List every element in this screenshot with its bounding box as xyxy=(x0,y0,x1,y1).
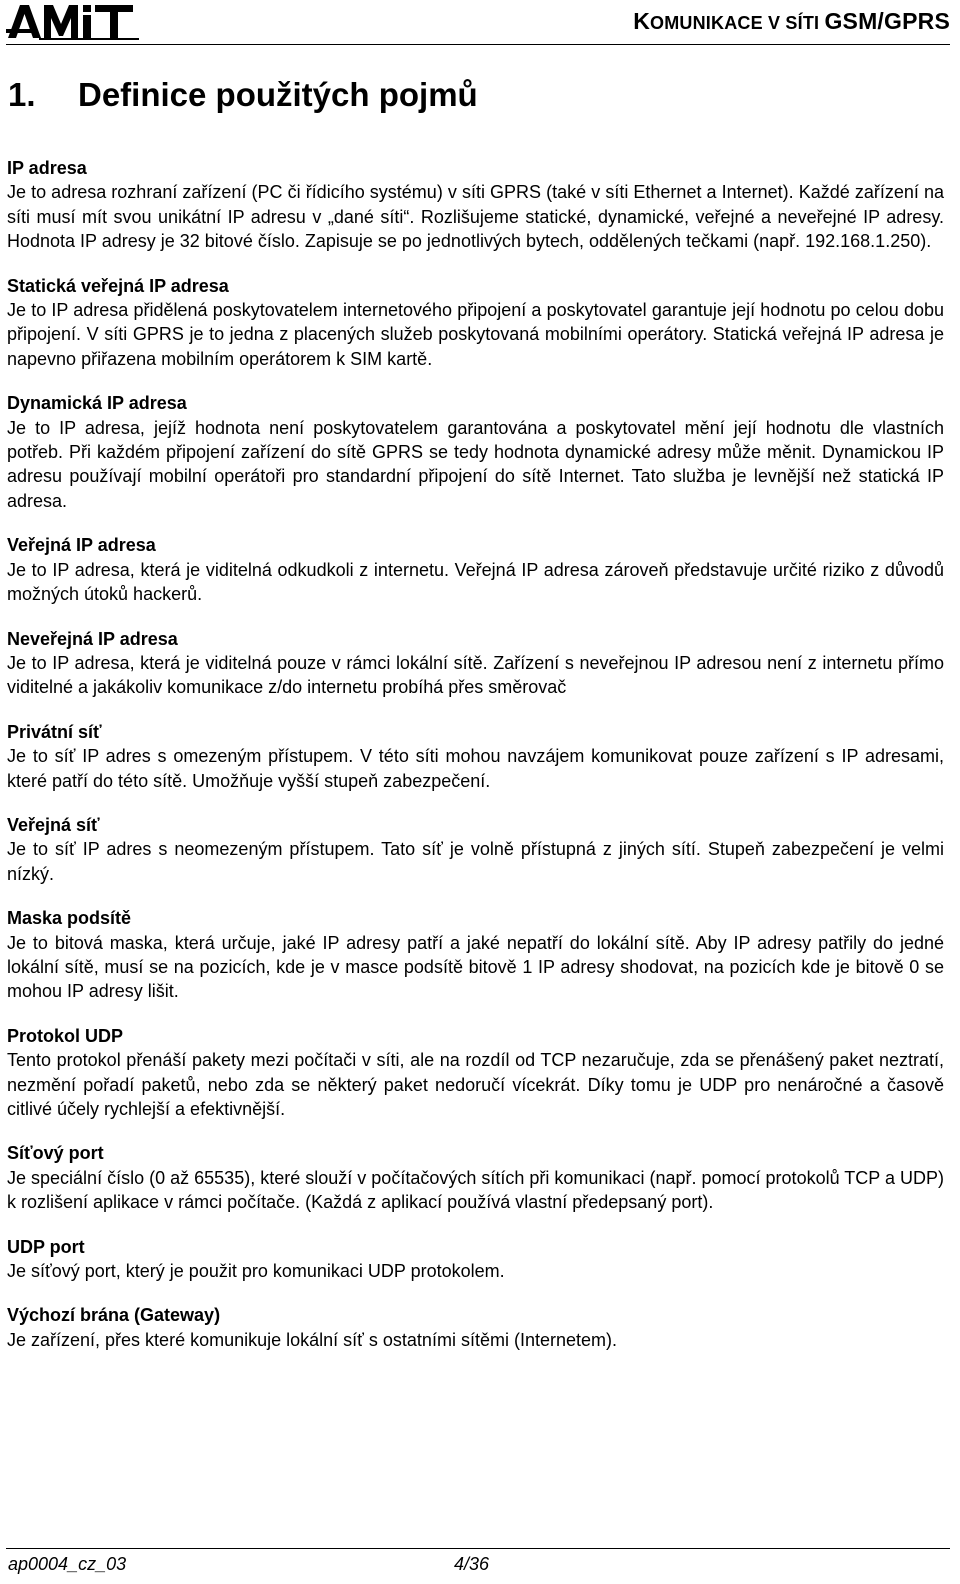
term-name: Maska podsítě xyxy=(7,908,132,929)
page-number: 4/36 xyxy=(454,1554,490,1574)
term-definition: Tento protokol přenáší pakety mezi počítači v síti, ale na rozdíl od TCP nezaručuje, zda se přenášený paket neztratí, nezmění pořadí paketů, nebo zda se některý paket nedoručí vícekrát. Díky tomu je UDP pro nenáročné a časově citlivé účely rychlejší a efektivnější. xyxy=(7,1050,944,1119)
term-definition: Je to IP adresa přidělená poskytovatelem internetového připojení a poskytovatel garantuje její hodnotu po celou dobu připojení. V síti GPRS je to jedna z placených služeb poskytovaná mobilními operátory. Statická veřejná IP adresa je napevno přiřazena mobilním operátorem k SIM kartě. xyxy=(7,300,944,369)
term-definition: Je to IP adresa, která je viditelná pouze v rámci lokální sítě. Zařízení s neveřejnou IP adresou není z internetu přímo viditelné a jakákoliv komunikace z/do internetu probíhá přes směrovač xyxy=(7,652,944,698)
term-name: Veřejná IP adresa xyxy=(7,535,156,556)
term-name: Privátní síť xyxy=(7,721,102,742)
term-definition: Je to IP adresa, která je viditelná odkudkoli z internetu. Veřejná IP adresa zároveň představuje určité riziko z důvodů možných útoků hackerů. xyxy=(7,559,944,605)
definition-item xyxy=(7,813,944,886)
definition-item xyxy=(7,906,944,1004)
term-definition: Je to síť IP adres s omezeným přístupem. V této síti mohou navzájem komunikovat pouze zařízení s IP adresami, které patří do této sítě. Umožňuje vyšší stupeň zabezpečení. xyxy=(7,746,944,791)
definition-item xyxy=(7,533,944,606)
definition-item xyxy=(7,391,944,513)
definition-item xyxy=(7,1141,944,1214)
document-id: ap0004_cz_03 xyxy=(8,1554,127,1574)
term-definition: Je to adresa rozhraní zařízení (PC či řídicího systému) v síti GPRS (také v síti Ethernet a Internet). Každé zařízení na síti musí mít svou unikátní IP adresu v „dané síti“. Rozlišujeme statické, dynamické, veřejné a neveřejné IP adresy. Hodnota IP adresy je 32 bitové číslo. Zapisuje se po jednotlivých bytech, oddělených tečkami (např. 192.168.1.250). xyxy=(7,182,944,252)
term-name: Výchozí brána (Gateway) xyxy=(7,1305,221,1326)
term-name: UDP port xyxy=(7,1236,85,1257)
term-name: Dynamická IP adresa xyxy=(7,393,187,414)
definition-item xyxy=(7,1303,944,1352)
page-footer xyxy=(6,1548,950,1583)
definition-item xyxy=(7,274,944,372)
definition-item xyxy=(7,1024,944,1122)
document-section-title: KOMUNIKACE V SÍTI GSM/GPRS xyxy=(633,8,950,34)
term-name: Neveřejná IP adresa xyxy=(7,628,178,649)
definition-item xyxy=(7,1235,944,1284)
term-definition: Je to síť IP adres s neomezeným přístupem. Tato síť je volně přístupná z jiných sítí. Stupeň zabezpečení je velmi nízký. xyxy=(7,839,944,884)
chapter-number: 1. xyxy=(8,76,36,113)
term-name: IP adresa xyxy=(7,158,87,178)
term-definition: Je síťový port, který je použit pro komunikaci UDP protokolem. xyxy=(7,1261,505,1282)
term-name: Síťový port xyxy=(7,1143,104,1164)
term-name: Protokol UDP xyxy=(7,1025,124,1046)
term-definition: Je to IP adresa, jejíž hodnota není poskytovatelem garantována a poskytovatel mění její hodnotu dle vlastních potřeb. Při každém připojení zařízení do sítě GPRS se tedy hodnota dynamické adresy může měnit. Dynamickou IP adresu používají mobilní operátoři pro standardní připojení do sítě Internet. Tato služba je levnější než statická IP adresa. xyxy=(7,417,944,511)
amit-logo-icon xyxy=(6,2,146,40)
definitions-list xyxy=(7,156,944,1372)
definition-item xyxy=(7,720,944,793)
definition-item xyxy=(7,156,944,254)
chapter-title: Definice použitých pojmů xyxy=(78,76,478,113)
amit-logo xyxy=(6,2,146,40)
term-name: Veřejná síť xyxy=(7,814,100,835)
term-definition: Je zařízení, přes které komunikuje lokální síť s ostatními sítěmi (Internetem). xyxy=(7,1329,617,1350)
definition-item xyxy=(7,627,944,700)
term-definition: Je to bitová maska, která určuje, jaké IP adresy patří a jaké nepatří do lokální sítě. Aby IP adresy patřily do jedné lokální sítě, musí se na pozicích, kde je v masce podsítě bitově 1 IP adresy shodovat, na pozicích kde je bitově 0 se mohou IP adresy lišit. xyxy=(7,932,944,1002)
page-header xyxy=(6,0,950,45)
term-definition: Je speciální číslo (0 až 65535), které slouží v počítačových sítích při komunikaci (např. pomocí protokolů TCP a UDP) k rozlišení aplikace v rámci počítače. (Každá z aplikací používá vlastní předepsaný port). xyxy=(7,1167,944,1213)
chapter-heading xyxy=(8,76,478,114)
term-name: Statická veřejná IP adresa xyxy=(7,275,229,296)
